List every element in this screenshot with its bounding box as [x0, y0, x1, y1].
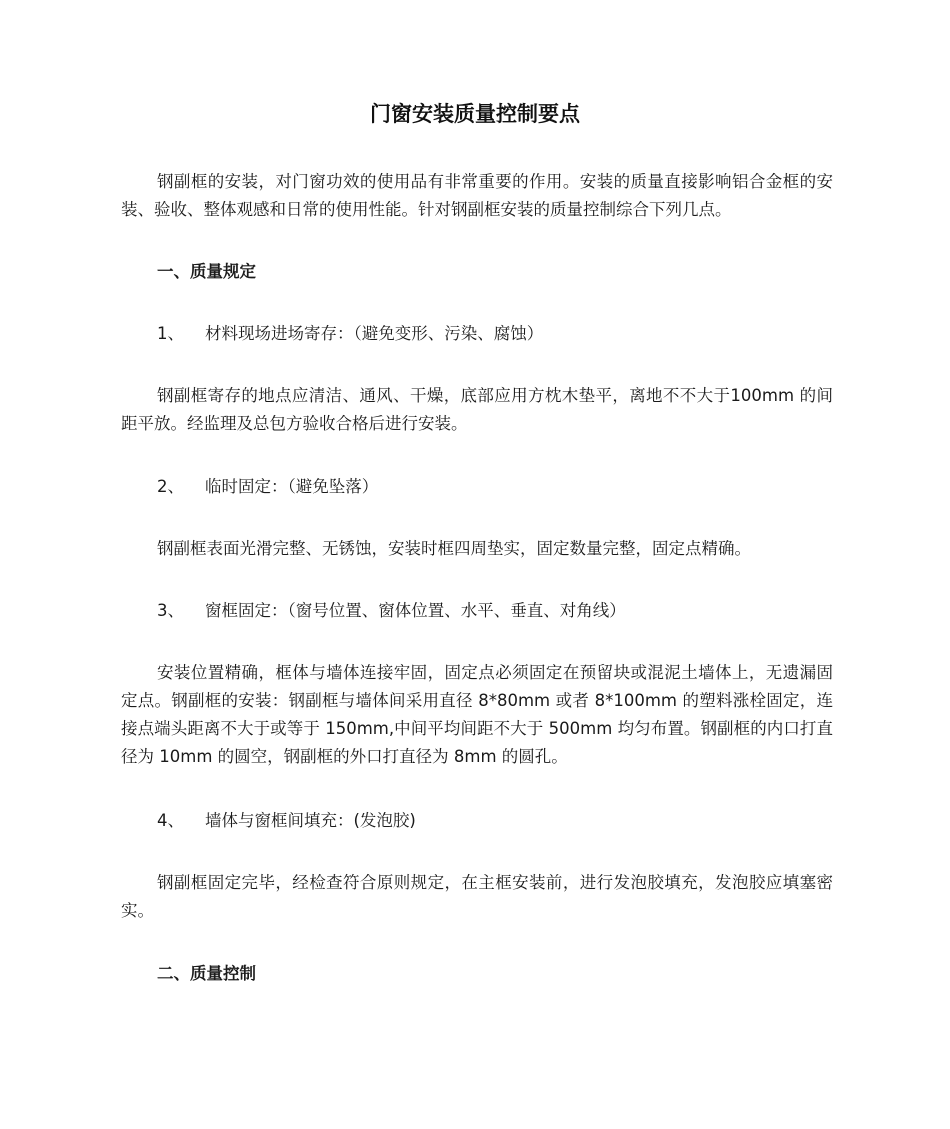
- item-1-title: 材料现场进场寄存：（避免变形、污染、腐蚀）: [205, 324, 544, 343]
- item-2-number: 2、: [157, 477, 184, 496]
- item-1-number: 1、: [157, 324, 184, 343]
- item-3-title: 窗框固定：（窗号位置、窗体位置、水平、垂直、对角线）: [205, 601, 626, 620]
- item-2-title: 临时固定：（避免坠落）: [205, 477, 379, 496]
- section-heading-quality-requirements: 一、质量规定: [157, 262, 256, 281]
- page-title: 门窗安装质量控制要点: [370, 102, 580, 126]
- item-4-title: 墙体与窗框间填充：(发泡胶): [205, 811, 416, 830]
- section-heading-quality-control: 二、质量控制: [157, 964, 256, 983]
- item-4-body: 钢副框固定完毕，经检查符合原则规定，在主框安装前，进行发泡胶填充，发泡胶应填塞密实。: [121, 873, 833, 920]
- item-4-number: 4、: [157, 811, 184, 830]
- intro-paragraph: 钢副框的安装，对门窗功效的使用品有非常重要的作用。安装的质量直接影响铝合金框的安装、验收、整体观感和日常的使用性能。针对钢副框安装的质量控制综合下列几点。: [121, 172, 833, 219]
- item-4-heading: [157, 807, 416, 835]
- item-2-heading: [157, 473, 378, 501]
- item-1-body: 钢副框寄存的地点应清洁、通风、干燥，底部应用方枕木垫平，离地不不大于100mm 的间距平放。经监理及总包方验收合格后进行安装。: [121, 386, 833, 433]
- item-3-number: 3、: [157, 601, 184, 620]
- item-3-body: 安装位置精确，框体与墙体连接牢固，固定点必须固定在预留块或混泥土墙体上，无遗漏固定点。钢副框的安装：钢副框与墙体间采用直径 8*80mm 或者 8*100mm 的塑料涨栓固定，连接点端头距离不大于或等于 150mm,中间平均间距不大于 500mm 均匀布置。钢副框的内口打直径为 10mm 的圆空，钢副框的外口打直径为 8mm 的圆孔。: [121, 663, 833, 766]
- item-3-heading: [157, 597, 626, 625]
- item-1-heading: [157, 320, 543, 348]
- item-2-body: 钢副框表面光滑完整、无锈蚀，安装时框四周垫实，固定数量完整，固定点精确。: [157, 539, 751, 558]
